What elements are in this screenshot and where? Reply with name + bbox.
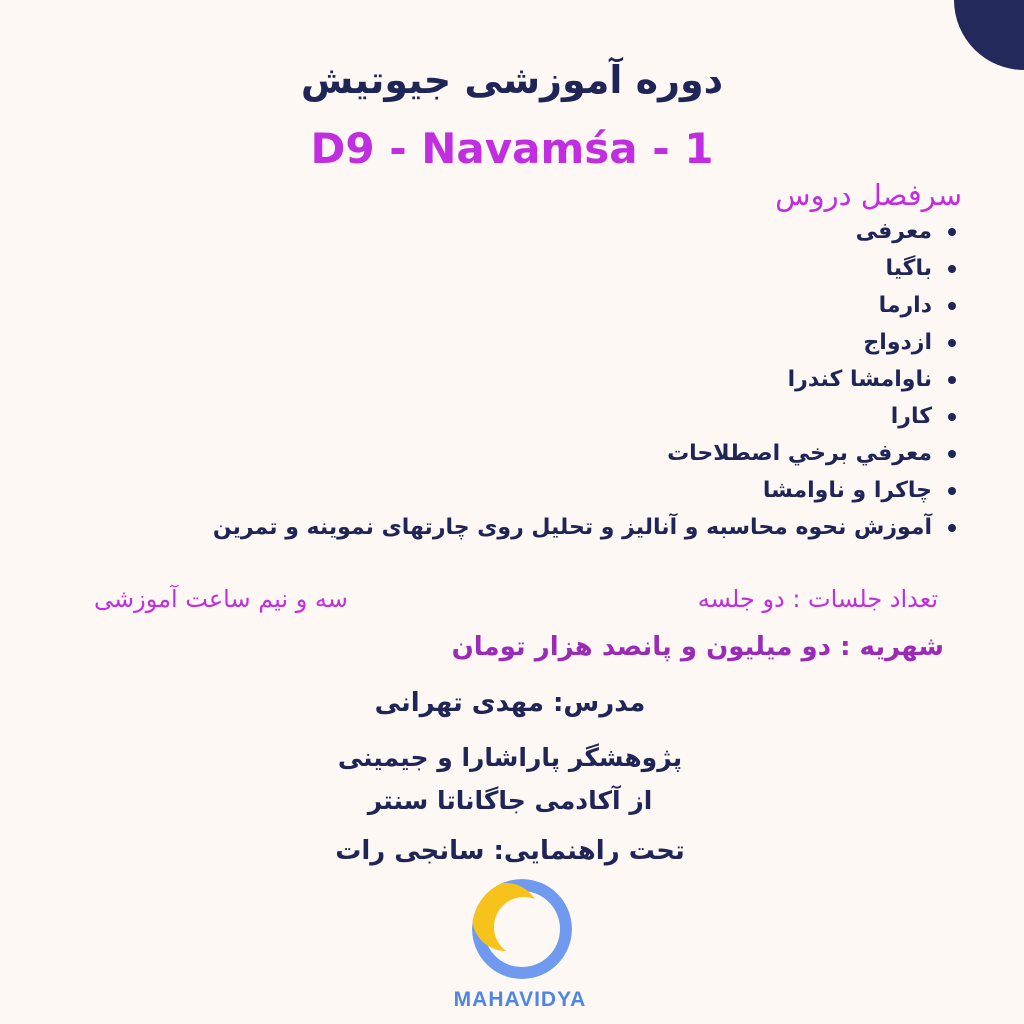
syllabus-item: آموزش نحوه محاسبه و آنالیز و تحلیل روی چارتهای نموینه و تمرین	[213, 509, 932, 546]
instructor-academy: از آکادمی جاگاناتا سنتر	[367, 786, 653, 815]
syllabus-item: معرفي برخي اصطلاحات	[213, 435, 932, 472]
brand-name: MAHAVIDYA	[453, 988, 587, 1011]
instructor-guidance: تحت راهنمایی: سانجی رات	[335, 836, 685, 866]
syllabus-item: دارما	[213, 287, 932, 324]
syllabus-item: ناوامشا کندرا	[213, 361, 932, 398]
syllabus-list	[213, 213, 932, 546]
instructor-name: مدرس: مهدی تهرانی	[374, 688, 646, 718]
crescent-moon-logo-icon	[470, 877, 574, 981]
syllabus-item: باگیا	[213, 250, 932, 287]
session-duration: سه و نیم ساعت آموزشی	[94, 585, 348, 613]
syllabus-item: معرفی	[213, 213, 932, 250]
tuition-fee: شهریه : دو میلیون و پانصد هزار تومان	[451, 632, 944, 662]
instructor-affiliation: پژوهشگر پاراشارا و جیمینی	[337, 743, 683, 772]
syllabus-heading: سرفصل دروس	[775, 178, 962, 212]
course-code-title: D9 - Navamśa - 1	[310, 124, 714, 173]
syllabus-item: چاکرا و ناوامشا	[213, 472, 932, 509]
page-title: دوره آموزشی جیوتیش	[300, 58, 724, 102]
syllabus-item: ازدواج	[213, 324, 932, 361]
syllabus-item: کارا	[213, 398, 932, 435]
session-count: تعداد جلسات : دو جلسه	[697, 585, 938, 613]
